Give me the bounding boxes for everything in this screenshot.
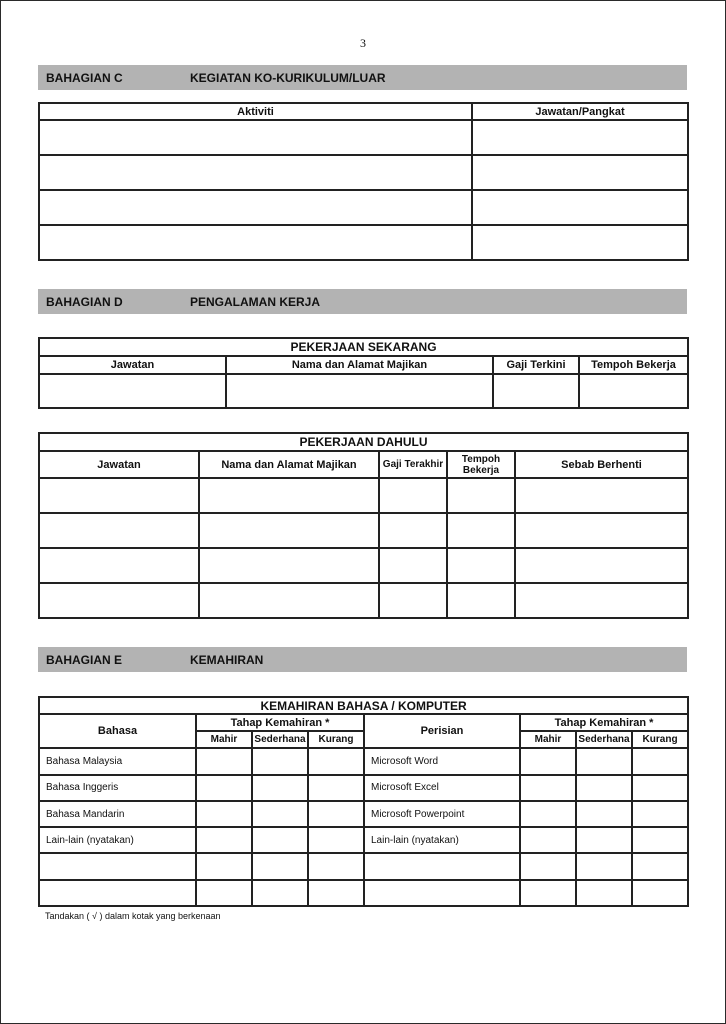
checkbox-cell[interactable]	[576, 827, 632, 853]
jawatan-cell[interactable]	[39, 583, 199, 618]
section-e-title: KEMAHIRAN	[190, 652, 264, 667]
level-sederhana: Sederhana	[576, 731, 632, 748]
table-row	[39, 775, 688, 801]
section-d-code: BAHAGIAN D	[46, 294, 123, 309]
level-kurang: Kurang	[632, 731, 688, 748]
employer-cell[interactable]	[199, 513, 379, 548]
checkbox-cell[interactable]	[252, 775, 308, 801]
employer-cell[interactable]	[226, 374, 493, 408]
position-cell[interactable]	[472, 225, 688, 260]
section-c-title: KEGIATAN KO-KURIKULUM/LUAR	[190, 70, 386, 85]
checkbox-cell[interactable]	[196, 880, 252, 906]
reason-cell[interactable]	[515, 513, 688, 548]
checkbox-cell[interactable]	[308, 775, 364, 801]
checkbox-cell[interactable]	[576, 748, 632, 774]
column-header-aktiviti: Aktiviti	[39, 103, 472, 120]
position-cell[interactable]	[472, 120, 688, 155]
employer-cell[interactable]	[199, 583, 379, 618]
salary-cell[interactable]	[379, 513, 447, 548]
page-number: 3	[360, 36, 366, 50]
section-e-header	[38, 647, 687, 672]
checkbox-cell[interactable]	[308, 853, 364, 879]
language-label[interactable]	[39, 880, 196, 906]
activity-cell[interactable]	[39, 190, 472, 225]
column-header-bahasa: Bahasa	[39, 714, 196, 748]
checkbox-cell[interactable]	[520, 748, 576, 774]
column-header-jawatan-pangkat: Jawatan/Pangkat	[472, 103, 688, 120]
column-header-tahap-bahasa: Tahap Kemahiran *	[196, 714, 364, 731]
table-row	[39, 478, 688, 513]
software-label[interactable]	[364, 880, 520, 906]
current-employment-caption: PEKERJAAN SEKARANG	[39, 338, 688, 356]
footnote: Tandakan ( √ ) dalam kotak yang berkenaan	[45, 911, 221, 921]
section-d-title: PENGALAMAN KERJA	[190, 294, 321, 309]
duration-cell[interactable]	[447, 548, 515, 583]
skills-caption: KEMAHIRAN BAHASA / KOMPUTER	[39, 697, 688, 714]
section-e-code: BAHAGIAN E	[46, 652, 123, 667]
table-row	[39, 853, 688, 879]
salary-cell[interactable]	[493, 374, 579, 408]
table-row	[39, 548, 688, 583]
position-cell[interactable]	[472, 190, 688, 225]
checkbox-cell[interactable]	[520, 801, 576, 827]
checkbox-cell[interactable]	[632, 853, 688, 879]
checkbox-cell[interactable]	[252, 801, 308, 827]
skills-table	[38, 696, 689, 907]
column-header-tahap-perisian: Tahap Kemahiran *	[520, 714, 688, 731]
activity-cell[interactable]	[39, 120, 472, 155]
duration-cell[interactable]	[447, 478, 515, 513]
duration-cell[interactable]	[447, 513, 515, 548]
salary-cell[interactable]	[379, 583, 447, 618]
current-employment-table	[38, 337, 689, 409]
checkbox-cell[interactable]	[576, 801, 632, 827]
column-header-jawatan: Jawatan	[39, 356, 226, 374]
previous-employment-table	[38, 432, 689, 619]
table-row	[39, 513, 688, 548]
column-header-sebab-berhenti: Sebab Berhenti	[515, 451, 688, 478]
checkbox-cell[interactable]	[252, 853, 308, 879]
checkbox-cell[interactable]	[632, 801, 688, 827]
language-label: Bahasa Mandarin	[39, 801, 196, 827]
employer-cell[interactable]	[199, 478, 379, 513]
jawatan-cell[interactable]	[39, 478, 199, 513]
activities-table	[38, 102, 689, 261]
software-label: Microsoft Word	[364, 748, 520, 774]
checkbox-cell[interactable]	[632, 775, 688, 801]
checkbox-cell[interactable]	[196, 775, 252, 801]
software-label: Microsoft Excel	[364, 775, 520, 801]
table-row	[39, 583, 688, 618]
checkbox-cell[interactable]	[196, 801, 252, 827]
language-label[interactable]	[39, 853, 196, 879]
level-kurang: Kurang	[308, 731, 364, 748]
column-header-jawatan: Jawatan	[39, 451, 199, 478]
language-label: Bahasa Inggeris	[39, 775, 196, 801]
table-row	[39, 225, 688, 260]
section-c-header	[38, 65, 687, 90]
software-label[interactable]	[364, 853, 520, 879]
position-cell[interactable]	[472, 155, 688, 190]
checkbox-cell[interactable]	[252, 880, 308, 906]
checkbox-cell[interactable]	[308, 748, 364, 774]
section-c-code: BAHAGIAN C	[46, 70, 123, 85]
checkbox-cell[interactable]	[308, 827, 364, 853]
checkbox-cell[interactable]	[632, 827, 688, 853]
checkbox-cell[interactable]	[196, 748, 252, 774]
checkbox-cell[interactable]	[196, 853, 252, 879]
salary-cell[interactable]	[379, 548, 447, 583]
checkbox-cell[interactable]	[520, 775, 576, 801]
table-row	[39, 155, 688, 190]
table-row	[39, 801, 688, 827]
software-label: Microsoft Powerpoint	[364, 801, 520, 827]
language-label: Bahasa Malaysia	[39, 748, 196, 774]
checkbox-cell[interactable]	[252, 748, 308, 774]
employer-cell[interactable]	[199, 548, 379, 583]
checkbox-cell[interactable]	[632, 748, 688, 774]
jawatan-cell[interactable]	[39, 548, 199, 583]
jawatan-cell[interactable]	[39, 374, 226, 408]
checkbox-cell[interactable]	[632, 880, 688, 906]
software-label: Lain-lain (nyatakan)	[364, 827, 520, 853]
checkbox-cell[interactable]	[576, 853, 632, 879]
reason-cell[interactable]	[515, 548, 688, 583]
checkbox-cell[interactable]	[520, 827, 576, 853]
column-header-nama-majikan: Nama dan Alamat Majikan	[226, 356, 493, 374]
section-d-header	[38, 289, 687, 314]
reason-cell[interactable]	[515, 478, 688, 513]
table-row	[39, 190, 688, 225]
table-row	[39, 374, 688, 408]
checkbox-cell[interactable]	[252, 827, 308, 853]
level-sederhana: Sederhana	[252, 731, 308, 748]
checkbox-cell[interactable]	[520, 853, 576, 879]
reason-cell[interactable]	[515, 583, 688, 618]
previous-employment-caption: PEKERJAAN DAHULU	[39, 433, 688, 451]
checkbox-cell[interactable]	[196, 827, 252, 853]
column-header-perisian: Perisian	[364, 714, 520, 748]
activity-cell[interactable]	[39, 225, 472, 260]
checkbox-cell[interactable]	[576, 775, 632, 801]
table-row	[39, 748, 688, 774]
table-row	[39, 880, 688, 906]
checkbox-cell[interactable]	[308, 880, 364, 906]
checkbox-cell[interactable]	[576, 880, 632, 906]
duration-cell[interactable]	[579, 374, 688, 408]
checkbox-cell[interactable]	[520, 880, 576, 906]
duration-cell[interactable]	[447, 583, 515, 618]
salary-cell[interactable]	[379, 478, 447, 513]
column-header-gaji-terkini: Gaji Terkini	[493, 356, 579, 374]
column-header-tempoh-bekerja: Tempoh Bekerja	[579, 356, 688, 374]
column-header-gaji-terakhir: Gaji Terakhir	[379, 451, 447, 478]
table-row	[39, 120, 688, 155]
level-mahir: Mahir	[196, 731, 252, 748]
activity-cell[interactable]	[39, 155, 472, 190]
language-label: Lain-lain (nyatakan)	[39, 827, 196, 853]
jawatan-cell[interactable]	[39, 513, 199, 548]
checkbox-cell[interactable]	[308, 801, 364, 827]
column-header-nama-majikan: Nama dan Alamat Majikan	[199, 451, 379, 478]
level-mahir: Mahir	[520, 731, 576, 748]
column-header-tempoh-bekerja: Tempoh Bekerja	[447, 451, 515, 478]
table-row	[39, 827, 688, 853]
